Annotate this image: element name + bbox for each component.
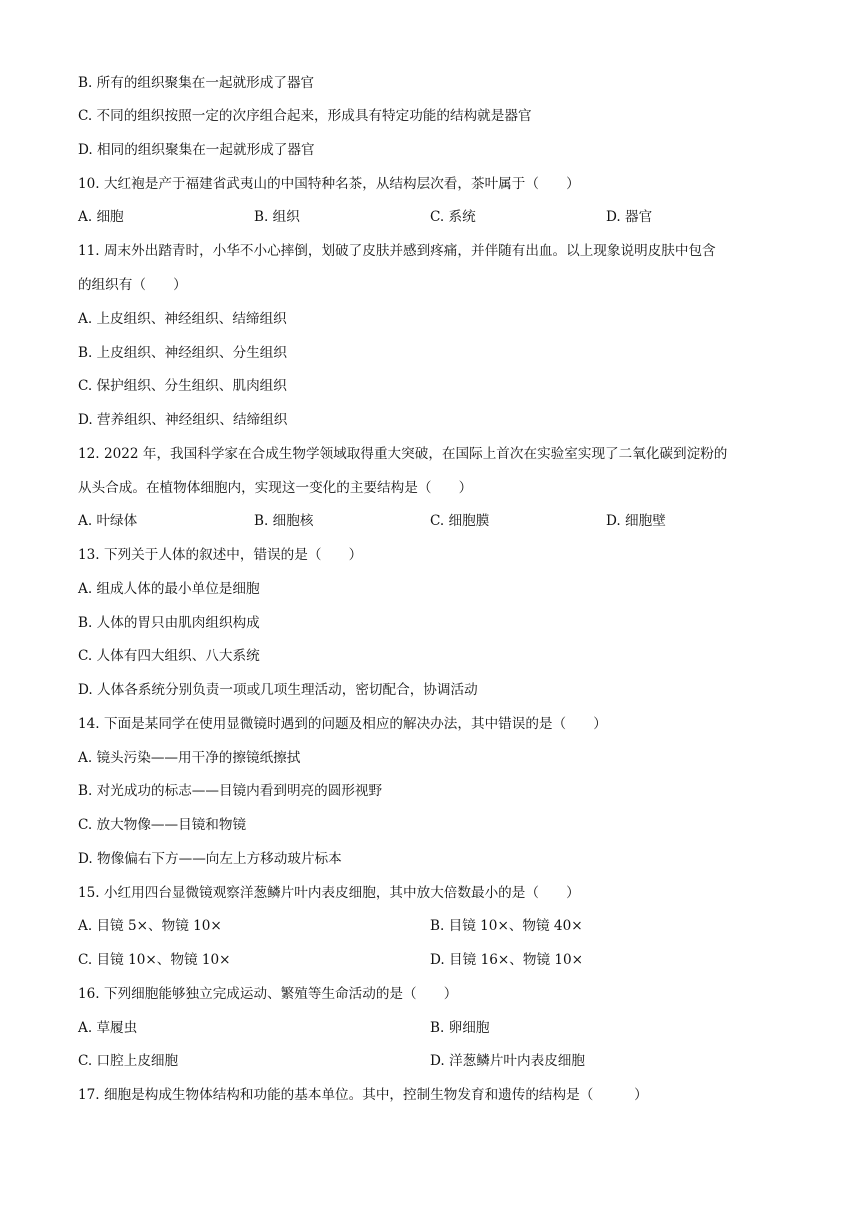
q10-option-a: A. 细胞 (78, 209, 124, 225)
q16-option-d: D. 洋葱鳞片叶内表皮细胞 (430, 1053, 585, 1069)
q16-option-b: B. 卵细胞 (430, 1020, 490, 1036)
q15-option-c: C. 目镜 10×、物镜 10× (78, 952, 231, 968)
q12-option-a: A. 叶绿体 (78, 513, 138, 529)
q14-option-d: D. 物像偏右下方——向左上方移动玻片标本 (78, 851, 342, 867)
q14-stem: 14. 下面是某同学在使用显微镜时遇到的问题及相应的解决办法，其中错误的是（ ） (78, 716, 607, 732)
q10-option-d: D. 器官 (606, 209, 653, 225)
q15-stem: 15. 小红用四台显微镜观察洋葱鳞片叶内表皮细胞，其中放大倍数最小的是（ ） (78, 885, 580, 901)
q15-options-row-1 (78, 916, 798, 936)
q14-option-c: C. 放大物像——目镜和物镜 (78, 817, 247, 833)
q12-option-b: B. 细胞核 (254, 513, 314, 529)
q11-option-b: B. 上皮组织、神经组织、分生组织 (78, 345, 287, 361)
q12-stem-line-2: 从头合成。在植物体细胞内，实现这一变化的主要结构是（ ） (78, 480, 473, 496)
q10-option-b: B. 组织 (254, 209, 300, 225)
q9-option-c: C. 不同的组织按照一定的次序组合起来，形成具有特定功能的结构就是器官 (78, 108, 532, 124)
q13-option-d: D. 人体各系统分别负责一项或几项生理活动，密切配合，协调活动 (78, 682, 478, 698)
q16-option-c: C. 口腔上皮细胞 (78, 1053, 179, 1069)
q15-option-a: A. 目镜 5×、物镜 10× (78, 918, 222, 934)
q16-options-row-2 (78, 1051, 798, 1071)
q16-stem: 16. 下列细胞能够独立完成运动、繁殖等生命活动的是（ ） (78, 986, 458, 1002)
q9-option-b: B. 所有的组织聚集在一起就形成了器官 (78, 75, 315, 91)
q11-option-a: A. 上皮组织、神经组织、结缔组织 (78, 311, 287, 327)
q11-option-d: D. 营养组织、神经组织、结缔组织 (78, 412, 288, 428)
q17-stem: 17. 细胞是构成生物体结构和功能的基本单位。其中，控制生物发育和遗传的结构是（ ） (78, 1087, 648, 1103)
q10-option-c: C. 系统 (430, 209, 476, 225)
q11-option-c: C. 保护组织、分生组织、肌肉组织 (78, 378, 287, 394)
q10-stem: 10. 大红袍是产于福建省武夷山的中国特种名茶，从结构层次看，茶叶属于（ ） (78, 176, 580, 192)
q9-option-d: D. 相同的组织聚集在一起就形成了器官 (78, 142, 315, 158)
q15-options-row-2 (78, 950, 798, 970)
q15-option-d: D. 目镜 16×、物镜 10× (430, 952, 584, 968)
q12-option-c: C. 细胞膜 (430, 513, 490, 529)
q12-stem-line-1: 12. 2022 年，我国科学家在合成生物学领域取得重大突破，在国际上首次在实验室实现了二氧化碳到淀粉的 (78, 446, 728, 462)
q14-option-a: A. 镜头污染——用干净的擦镜纸擦拭 (78, 750, 301, 766)
q11-stem-line-1: 11. 周末外出踏青时，小华不小心摔倒，划破了皮肤并感到疼痛，并伴随有出血。以上现象说明皮肤中包含 (78, 243, 716, 259)
q14-option-b: B. 对光成功的标志——目镜内看到明亮的圆形视野 (78, 783, 383, 799)
q11-stem-line-2: 的组织有（ ） (78, 277, 187, 293)
q15-option-b: B. 目镜 10×、物镜 40× (430, 918, 583, 934)
q13-option-a: A. 组成人体的最小单位是细胞 (78, 581, 260, 597)
q16-options-row-1 (78, 1018, 798, 1038)
q10-options (78, 207, 798, 227)
q12-option-d: D. 细胞壁 (606, 513, 666, 529)
q13-stem: 13. 下列关于人体的叙述中，错误的是（ ） (78, 547, 363, 563)
q13-option-c: C. 人体有四大组织、八大系统 (78, 648, 260, 664)
q12-options (78, 511, 798, 531)
q16-option-a: A. 草履虫 (78, 1020, 138, 1036)
q13-option-b: B. 人体的胃只由肌肉组织构成 (78, 615, 260, 631)
